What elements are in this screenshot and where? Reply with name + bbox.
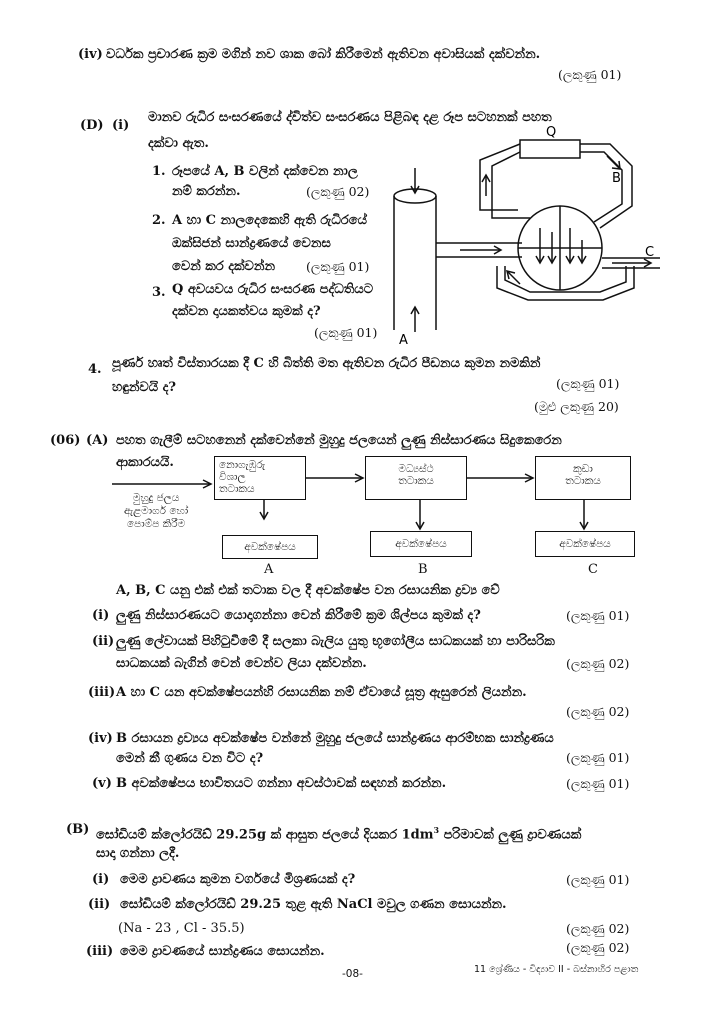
tank-shallow [214, 456, 306, 500]
question-text: නම් කරන්න. [172, 184, 241, 199]
question-text: මෙම ද්‍රාවණය කුමන වර්ගයේ මිශ්‍රණයක් ද? [120, 872, 356, 887]
superscript: 3 [433, 825, 440, 835]
question-label: (iv) [88, 731, 113, 746]
question-text: පහත ගැලීම් සටහනෙන් දක්වෙන්නේ මුහුදු ජලයෙන් ලුණු නිස්සාරණය සිදුකෙරෙන [116, 433, 562, 448]
question-text: මෙන් කී ගුණය වන විට ද? [116, 751, 264, 766]
question-text: ලුණු නිස්සාරණයට යොදාගන්නා වෙන් කිරීමේ ක්‍රම ශිල්පය කුමක් ද? [116, 608, 481, 623]
tank-small [535, 456, 631, 500]
input-label [124, 492, 188, 531]
circulation-diagram [0, 0, 705, 360]
marks: (ලකුණු 01) [566, 750, 630, 765]
marks: (ලකුණු 01) [566, 608, 630, 623]
question-text: වර්ධක ප්‍රචාරණ ක්‍රම මගින් නව ශාක බෝ කිරීමෙන් ඇතිවන අවාසියක් දක්වන්න. [106, 47, 541, 62]
question-text: දක්වන දායකත්වය කුමක් ද? [172, 304, 321, 319]
precipitate-a: අවක්ෂේපය [222, 535, 318, 559]
question-label: (ii) [88, 897, 111, 912]
question-text: වෙන් කර දක්වන්න [172, 259, 276, 274]
question-label: (iii) [86, 944, 114, 959]
tank-label-line: මධ්‍යස්ථ [398, 463, 434, 475]
question-label: (i) [92, 872, 110, 887]
question-text: ඔක්සිජන් සාන්ද්‍රණයේ වෙනස [172, 236, 331, 251]
tank-label-line: තටාකය [398, 475, 434, 487]
marks: (ලකුණු 01) [556, 376, 620, 391]
intro-text: A, B, C යනු එක් එක් තටාක වල දී අවක්ෂේප වන රසායනික ද්‍රව්‍ය වේ [116, 583, 500, 598]
question-label: (v) [92, 776, 112, 791]
question-text: B රසායන ද්‍රව්‍යය අවක්ෂේප වන්නේ මුහුදු ජලයේ සාන්ද්‍රණය ආරම්භක සාන්ද්‍රණය [116, 731, 554, 746]
input-label-line: පොම්ප කිරීම [127, 518, 186, 530]
footer-text: 11 ශ්‍රේණිය - විද්‍යාව II - බස්නාහිර පළාත [474, 964, 639, 975]
label-a: A [264, 562, 274, 577]
question-number: (06) [50, 433, 81, 448]
question-label: (iii) [88, 685, 116, 700]
question-label: (ii) [92, 634, 115, 649]
marks: (ලකුණු 01) [566, 872, 630, 887]
marks: (ලකුණු 02) [306, 184, 370, 199]
label-q: Q [546, 125, 557, 140]
marks: (ලකුණු 01) [566, 776, 630, 791]
question-text: ලුණු ලේවායක් පිහිටුවීමේ දී සලකා බැලිය යුතු භූගෝලීය සාධකයක් හා පාරිසරික [116, 634, 555, 649]
question-label: (iv) [78, 47, 103, 62]
part-label: (B) [66, 822, 90, 837]
marks: (ලකුණු 02) [566, 656, 630, 671]
question-number: 3. [152, 285, 166, 300]
question-text: සාදා ගන්නා ලදී. [96, 846, 180, 861]
marks: (ලකුණු 01) [314, 325, 378, 340]
marks: (ලකුණු 02) [566, 940, 630, 955]
question-number: 2. [152, 213, 166, 228]
question-text: A හා C නාලදෙකෙහි ඇති රුධිරයේ [172, 213, 367, 228]
question-text: හඳුන්වයි ද? [112, 380, 177, 395]
part-label: (D) [80, 118, 104, 133]
tank-label-line: තටාකය [219, 483, 255, 495]
question-number: 1. [152, 164, 166, 179]
question-text: B අවක්ෂේපය භාවිතයට ගන්නා අවස්ථාවක් සඳහන් කරන්න. [116, 776, 447, 791]
part-b-line1-text: සෝඩියම් ක්ලෝරයිඩ් 29.25g ක් ආසුත ජලයේ දියකර 1dm [96, 827, 434, 843]
tank-label-line: කුඩා [573, 463, 593, 475]
page-number: -08- [342, 968, 363, 980]
question-text: මානව රුධිර සංසරණයේ ද්විත්ව සංසරණය පිළිබඳ දළ රූප සටහනක් පහත [148, 110, 552, 125]
marks: (ලකුණු 02) [566, 704, 630, 719]
question-text: ආකාරයයි. [116, 455, 174, 470]
question-text: දක්වා ඇත. [148, 136, 209, 151]
part-b-line1 [96, 822, 581, 843]
input-label-line: ඇළමාර්ග හෝ [124, 505, 189, 517]
marks: (ලකුණු 01) [558, 67, 622, 82]
label-b: B [418, 562, 428, 577]
label-c: C [645, 245, 655, 260]
question-text: රූපයේ A, B වලින් දක්වෙන නාල [172, 164, 358, 179]
question-label: (i) [92, 608, 110, 623]
tank-label-line: විශාල [219, 471, 246, 483]
part-label: (A) [86, 433, 109, 448]
marks: (ලකුණු 02) [566, 921, 630, 936]
question-text: සාධකයක් බැගින් වෙන් වෙන්ව ලියා දක්වන්න. [116, 656, 367, 671]
question-text: A හා C යන අවක්ෂේපයන්හි රසායනික නම් ඒවායේ සූත්‍ර ඇසුරෙන් ලියන්න. [116, 685, 527, 700]
part-b-line1-end: පරිමාවක් ලුණු ද්‍රාවණයක් [439, 827, 582, 843]
precipitate-b: අවක්ෂේපය [370, 531, 472, 557]
sub-label: (i) [112, 118, 130, 133]
question-text: මෙම ද්‍රාවණයේ සාන්ද්‍රණය සොයන්න. [120, 944, 325, 959]
label-c: C [588, 562, 598, 577]
marks: (ලකුණු 01) [306, 259, 370, 274]
label-b: B [612, 171, 621, 186]
question-number: 4. [88, 362, 102, 377]
precipitate-c: අවක්ෂේපය [535, 531, 635, 557]
question-text: පූර්ණ හෘත් විස්තාරයක දී C හි බිත්ති මත ඇතිවන රුධිර පීඩනය කුමන නමකින් [112, 356, 541, 371]
tank-medium [365, 456, 467, 500]
tank-label-line: නොගැඹුරු [219, 459, 266, 471]
question-text: Q අවයවය රුධිර සංසරණ පද්ධතියට [172, 282, 374, 297]
total-marks: (මුළු ලකුණු 20) [534, 399, 619, 414]
input-label-line: මුහුදු ජලය [132, 492, 180, 504]
label-a: A [399, 333, 408, 348]
atomic-masses: (Na - 23 , Cl - 35.5) [118, 921, 245, 936]
question-text: සෝඩියම් ක්ලෝරයිඩ් 29.25 තුළ ඇති NaCl මවුල ගණන සොයන්න. [120, 897, 507, 912]
tank-label-line: තටාකය [565, 475, 601, 487]
